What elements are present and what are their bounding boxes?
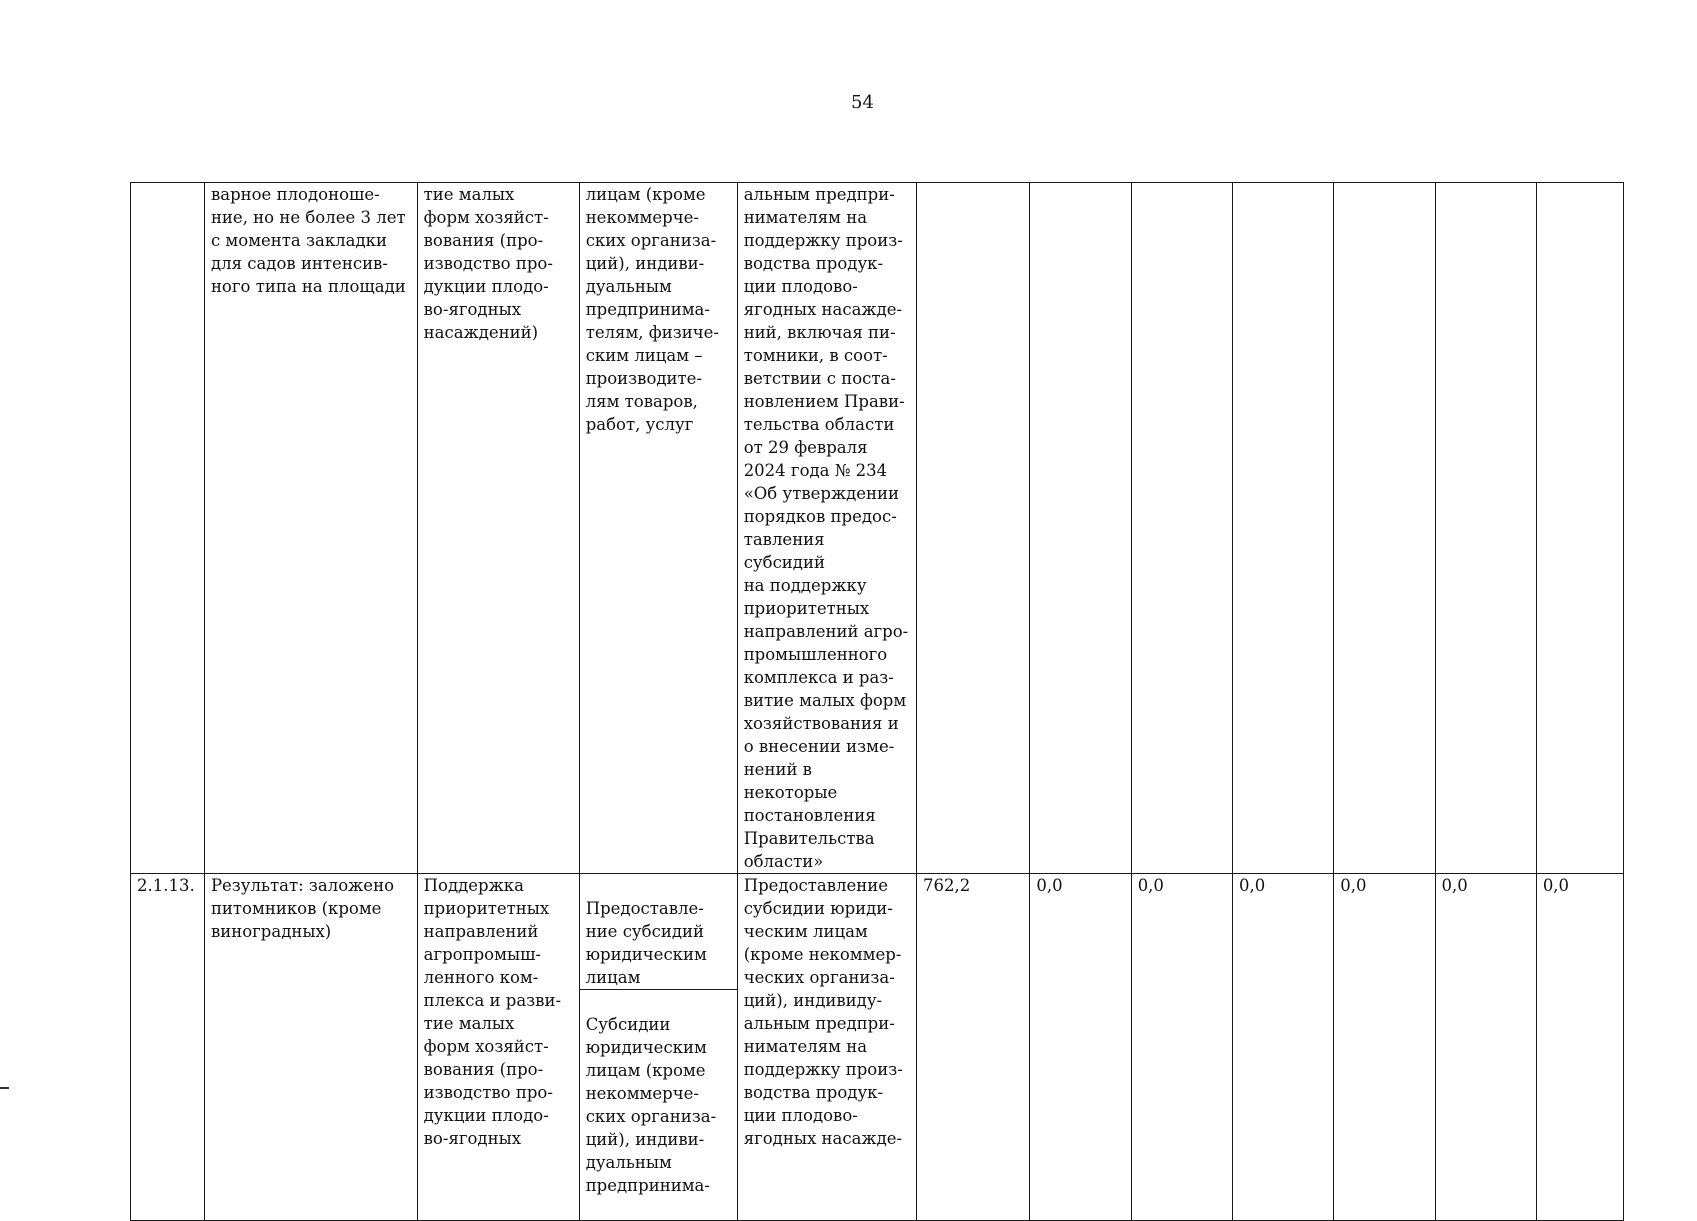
cell-measure <box>579 874 737 1221</box>
cell-value <box>1536 183 1623 874</box>
cell-measure: лицам (кроме некоммерче- ских организа- ций), индиви- дуальным предпринима- телям, физиче- ским лицам – производите- лям товаров, работ, услуг <box>579 183 737 874</box>
cell-value <box>1435 183 1536 874</box>
cell-value: 0,0 <box>1232 874 1333 1221</box>
table-row-continuation <box>131 183 1624 874</box>
page-number: 54 <box>851 92 874 113</box>
cell-value: 0,0 <box>1334 874 1435 1221</box>
cell-value <box>1334 183 1435 874</box>
cell-direction: Поддержка приоритетных направлений агропромыш- ленного ком- плекса и разви- тие малых форм хозяйст- вования (про- изводство про- дукции плодо- во-ягодных <box>417 874 579 1221</box>
table-row-2-1-13 <box>131 874 1624 1221</box>
cell-value: 0,0 <box>1536 874 1623 1221</box>
cell-value <box>916 183 1029 874</box>
cell-direction: тие малых форм хозяйст- вования (про- изводство про- дукции плодо- во-ягодных насаждений) <box>417 183 579 874</box>
cell-result: варное плодоноше- ние, но не более 3 лет с момента закладки для садов интенсив- ного типа на площади <box>204 183 417 874</box>
budget-table <box>130 182 1624 1221</box>
cell-value: 0,0 <box>1435 874 1536 1221</box>
cell-value <box>1131 183 1232 874</box>
cell-num <box>131 183 205 874</box>
cell-value-total: 762,2 <box>916 874 1029 1221</box>
measure-top: Предоставле- ние субсидий юридическим лицам <box>580 897 737 990</box>
cell-value <box>1030 183 1131 874</box>
scan-margin-mark <box>0 1087 9 1089</box>
cell-value: 0,0 <box>1131 874 1232 1221</box>
measure-bottom: Субсидии юридическим лицам (кроме некоммерче- ских организа- ций), индиви- дуальным предпринима- <box>585 1015 717 1195</box>
cell-num: 2.1.13. <box>131 874 205 1221</box>
cell-legal-basis: Предоставление субсидии юриди- ческим лицам (кроме некоммер- ческих организа- ций), индивиду- альным предпри- нимателям на поддержку произ- водства продук- ции плодово- ягодных насажде- <box>737 874 916 1221</box>
cell-result: Результат: заложено питомников (кроме виноградных) <box>204 874 417 1221</box>
cell-value <box>1232 183 1333 874</box>
cell-legal-basis: альным предпри- нимателям на поддержку произ- водства продук- ции плодово- ягодных насажде- ний, включая пи- томники, в соот- ветствии с поста- новлением Прави- тельства области от 29 февраля 2024 года № 234 «Об утверждении порядков предос- тавления субсидий на поддержку приоритетных направлений агро- промышленного комплекса и раз- витие малых форм хозяйствования и о внесении изме- нений в некоторые постановления Правительства области» <box>737 183 916 874</box>
cell-value: 0,0 <box>1030 874 1131 1221</box>
